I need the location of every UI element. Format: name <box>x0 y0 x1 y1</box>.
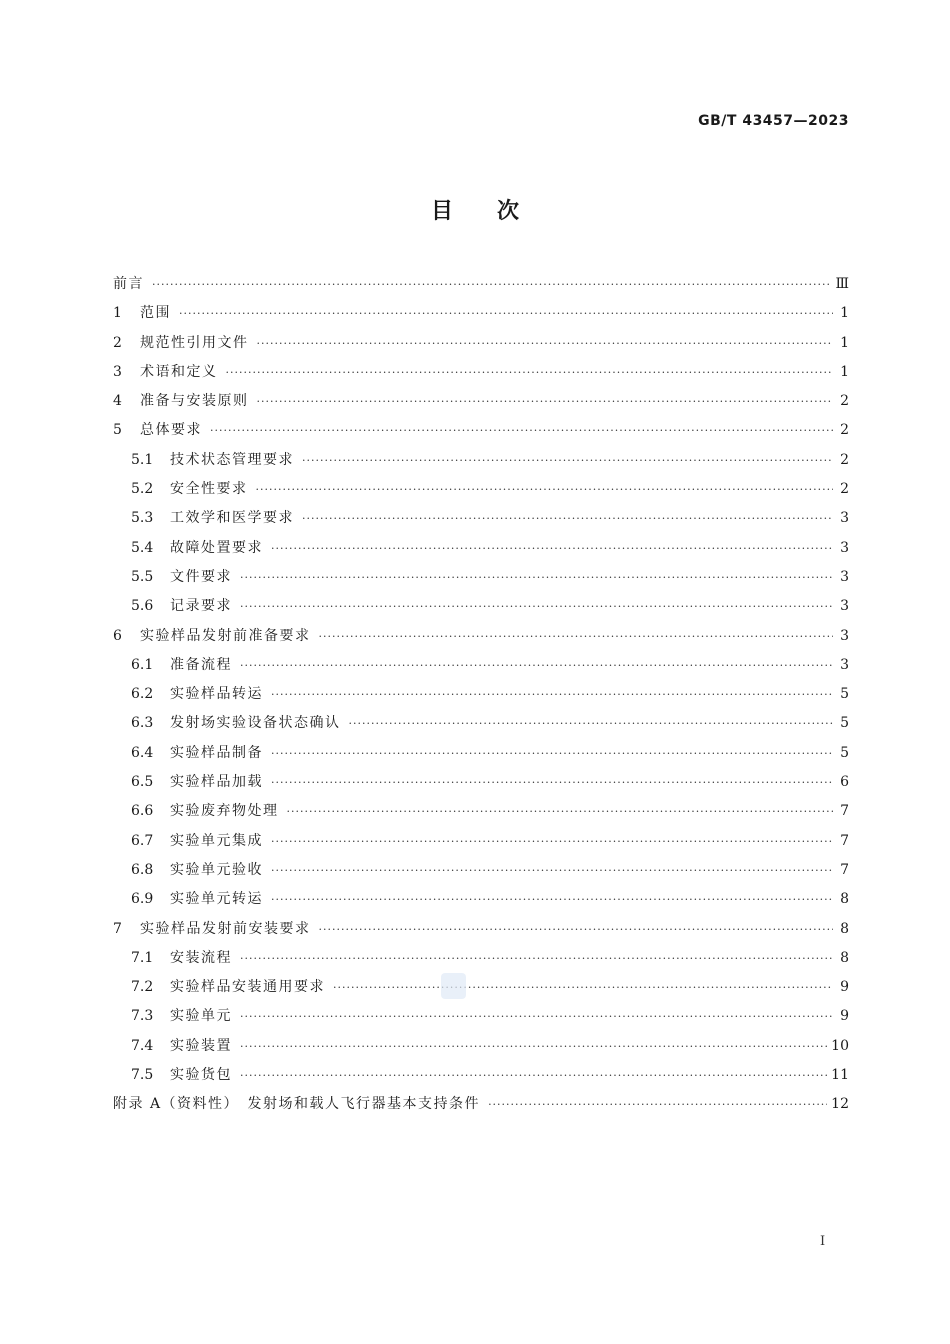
dot-leader <box>349 709 834 738</box>
toc-entry-title: 实验样品发射前准备要求 <box>140 627 311 644</box>
toc-entry[interactable] <box>113 270 849 299</box>
toc-entry-title: 实验样品安装通用要求 <box>170 979 325 996</box>
toc-entry[interactable] <box>113 856 849 885</box>
toc-entry[interactable] <box>113 944 849 973</box>
dot-leader <box>287 797 834 826</box>
toc-entry-title: 前言 <box>113 276 144 292</box>
toc-entry-number: 5.5 <box>131 568 154 585</box>
toc-entry-page: 2 <box>840 481 849 498</box>
toc-entry-title: 总体要求 <box>140 422 202 439</box>
toc-title: 目 次 <box>430 199 519 224</box>
dot-leader <box>240 944 833 973</box>
toc-entry-page: 5 <box>840 686 849 703</box>
toc-entry[interactable] <box>113 827 849 856</box>
dot-leader <box>302 504 833 533</box>
dot-leader <box>240 1002 833 1031</box>
toc-entry-page: 7 <box>840 861 849 878</box>
toc-entry-page: 3 <box>840 627 849 644</box>
toc-entry-number: 5.3 <box>131 510 154 527</box>
toc-entry[interactable] <box>113 885 849 914</box>
dot-leader <box>257 329 834 358</box>
dot-leader <box>271 680 833 709</box>
toc-entry-page: 3 <box>840 568 849 585</box>
toc-entry-title: 文件要求 <box>170 568 232 585</box>
toc-entry-title: 范围 <box>140 305 171 322</box>
toc-entry-title: 工效学和医学要求 <box>170 510 294 527</box>
toc-entry-number: 6.7 <box>131 832 154 849</box>
standard-code: GB/T 43457—2023 <box>698 113 849 129</box>
toc-entry[interactable] <box>113 475 849 504</box>
toc-entry[interactable] <box>113 651 849 680</box>
dot-leader <box>240 651 833 680</box>
toc-entry-title: 实验样品加载 <box>170 774 263 791</box>
toc-entry-title: 实验样品发射前安装要求 <box>140 920 311 937</box>
toc-entry-title: 故障处置要求 <box>170 539 263 556</box>
toc-entry-page: 8 <box>840 920 849 937</box>
dot-leader <box>226 358 834 387</box>
toc-entry[interactable] <box>113 768 849 797</box>
toc-entry-page: 7 <box>840 832 849 849</box>
toc-entry-number: 7 <box>113 920 122 937</box>
toc-entry-number: 6.2 <box>131 686 154 703</box>
toc-entry-number: 2 <box>113 334 122 351</box>
toc-entry-title: 记录要求 <box>170 598 232 615</box>
toc-entry-title: 规范性引用文件 <box>140 334 249 351</box>
toc-entry-title: 实验单元 <box>170 1008 232 1025</box>
toc-entry-number: 7.1 <box>131 949 154 966</box>
toc-entry-page: 7 <box>840 803 849 820</box>
toc-entry-page: 11 <box>831 1067 849 1084</box>
watermark-logo <box>441 973 466 999</box>
toc-entry-page: 3 <box>840 598 849 615</box>
toc-entry[interactable] <box>113 797 849 826</box>
toc-entry-page: 8 <box>840 891 849 908</box>
toc-entry-title: 实验废弃物处理 <box>170 803 279 820</box>
toc-entry[interactable] <box>113 1090 849 1119</box>
toc-entry-title: 实验货包 <box>170 1067 232 1084</box>
toc-entry-page: 1 <box>840 363 849 380</box>
toc-entry[interactable] <box>113 446 849 475</box>
dot-leader <box>271 827 833 856</box>
dot-leader <box>210 416 833 445</box>
toc-entry-page: 1 <box>840 305 849 322</box>
dot-leader <box>319 915 834 944</box>
toc-entry-number: 6.8 <box>131 861 154 878</box>
toc-entry[interactable] <box>113 416 849 445</box>
page-number: I <box>820 1234 826 1249</box>
toc-entry[interactable] <box>113 358 849 387</box>
toc-entry-number: 5.1 <box>131 451 154 468</box>
toc-entry-page: 5 <box>840 744 849 761</box>
table-of-contents <box>113 270 849 1120</box>
toc-entry[interactable] <box>113 299 849 328</box>
toc-entry-title: 实验单元转运 <box>170 891 263 908</box>
dot-leader <box>302 446 833 475</box>
toc-entry[interactable] <box>113 739 849 768</box>
toc-entry[interactable] <box>113 592 849 621</box>
toc-entry[interactable] <box>113 563 849 592</box>
toc-entry[interactable] <box>113 680 849 709</box>
toc-entry[interactable] <box>113 1002 849 1031</box>
toc-entry-number: 5.6 <box>131 598 154 615</box>
dot-leader <box>240 1061 827 1090</box>
toc-entry-page: 9 <box>840 1008 849 1025</box>
toc-entry-page: 10 <box>831 1037 849 1054</box>
dot-leader <box>271 885 833 914</box>
toc-entry[interactable] <box>113 709 849 738</box>
dot-leader <box>257 387 834 416</box>
dot-leader <box>271 856 833 885</box>
toc-entry-page: 6 <box>840 774 849 791</box>
toc-entry-title: 安装流程 <box>170 949 232 966</box>
dot-leader <box>271 739 833 768</box>
toc-entry-title: 实验单元验收 <box>170 861 263 878</box>
toc-entry[interactable] <box>113 534 849 563</box>
toc-entry-title: 实验样品转运 <box>170 686 263 703</box>
toc-entry-title: 准备与安装原则 <box>140 393 249 410</box>
toc-entry-title: 准备流程 <box>170 656 232 673</box>
toc-entry[interactable] <box>113 504 849 533</box>
toc-entry-title: 发射场实验设备状态确认 <box>170 715 341 732</box>
toc-entry-title: 实验装置 <box>170 1037 232 1054</box>
toc-entry-title: 技术状态管理要求 <box>170 451 294 468</box>
toc-entry-number: 5.4 <box>131 539 154 556</box>
dot-leader <box>488 1090 827 1119</box>
toc-entry-page: Ⅲ <box>835 276 849 292</box>
toc-entry-number: 5 <box>113 422 122 439</box>
toc-entry-number: 7.4 <box>131 1037 154 1054</box>
toc-entry-number: 7.5 <box>131 1067 154 1084</box>
dot-leader <box>271 768 833 797</box>
toc-entry[interactable] <box>113 1032 849 1061</box>
toc-entry-number: 6.3 <box>131 715 154 732</box>
toc-entry-title: 实验单元集成 <box>170 832 263 849</box>
toc-entry-number: 7.2 <box>131 979 154 996</box>
toc-entry-page: 9 <box>840 979 849 996</box>
toc-entry-page: 5 <box>840 715 849 732</box>
toc-entry-title: 安全性要求 <box>170 481 248 498</box>
toc-entry-page: 1 <box>840 334 849 351</box>
dot-leader <box>271 534 833 563</box>
toc-entry-page: 2 <box>840 422 849 439</box>
toc-entry-page: 2 <box>840 451 849 468</box>
toc-entry[interactable] <box>113 622 849 651</box>
toc-entry-page: 3 <box>840 539 849 556</box>
toc-entry[interactable] <box>113 915 849 944</box>
toc-entry[interactable] <box>113 387 849 416</box>
toc-entry-number: 6 <box>113 627 122 644</box>
toc-entry-page: 12 <box>831 1096 849 1113</box>
dot-leader <box>256 475 834 504</box>
toc-entry-number: 6.4 <box>131 744 154 761</box>
dot-leader <box>152 270 831 299</box>
toc-entry-number: 6.9 <box>131 891 154 908</box>
toc-entry-number: 6.5 <box>131 774 154 791</box>
dot-leader <box>240 592 833 621</box>
toc-entry[interactable] <box>113 329 849 358</box>
toc-entry-page: 2 <box>840 393 849 410</box>
toc-entry-number: 7.3 <box>131 1008 154 1025</box>
dot-leader <box>240 1032 827 1061</box>
toc-entry-number: 5.2 <box>131 481 154 498</box>
toc-entry-number: 6.1 <box>131 656 154 673</box>
toc-entry-page: 8 <box>840 949 849 966</box>
toc-entry-number: 3 <box>113 363 122 380</box>
toc-entry-number: 1 <box>113 305 122 322</box>
dot-leader <box>179 299 833 328</box>
toc-entry-title: 附录 A（资料性） 发射场和载人飞行器基本支持条件 <box>113 1096 481 1113</box>
toc-entry-title: 实验样品制备 <box>170 744 263 761</box>
toc-entry[interactable] <box>113 1061 849 1090</box>
toc-entry-page: 3 <box>840 510 849 527</box>
toc-entry-page: 3 <box>840 656 849 673</box>
toc-entry-title: 术语和定义 <box>140 363 218 380</box>
dot-leader <box>240 563 833 592</box>
toc-entry-number: 4 <box>113 393 122 410</box>
toc-entry[interactable] <box>113 973 849 1002</box>
toc-entry-number: 6.6 <box>131 803 154 820</box>
dot-leader <box>333 973 833 1002</box>
dot-leader <box>319 622 834 651</box>
